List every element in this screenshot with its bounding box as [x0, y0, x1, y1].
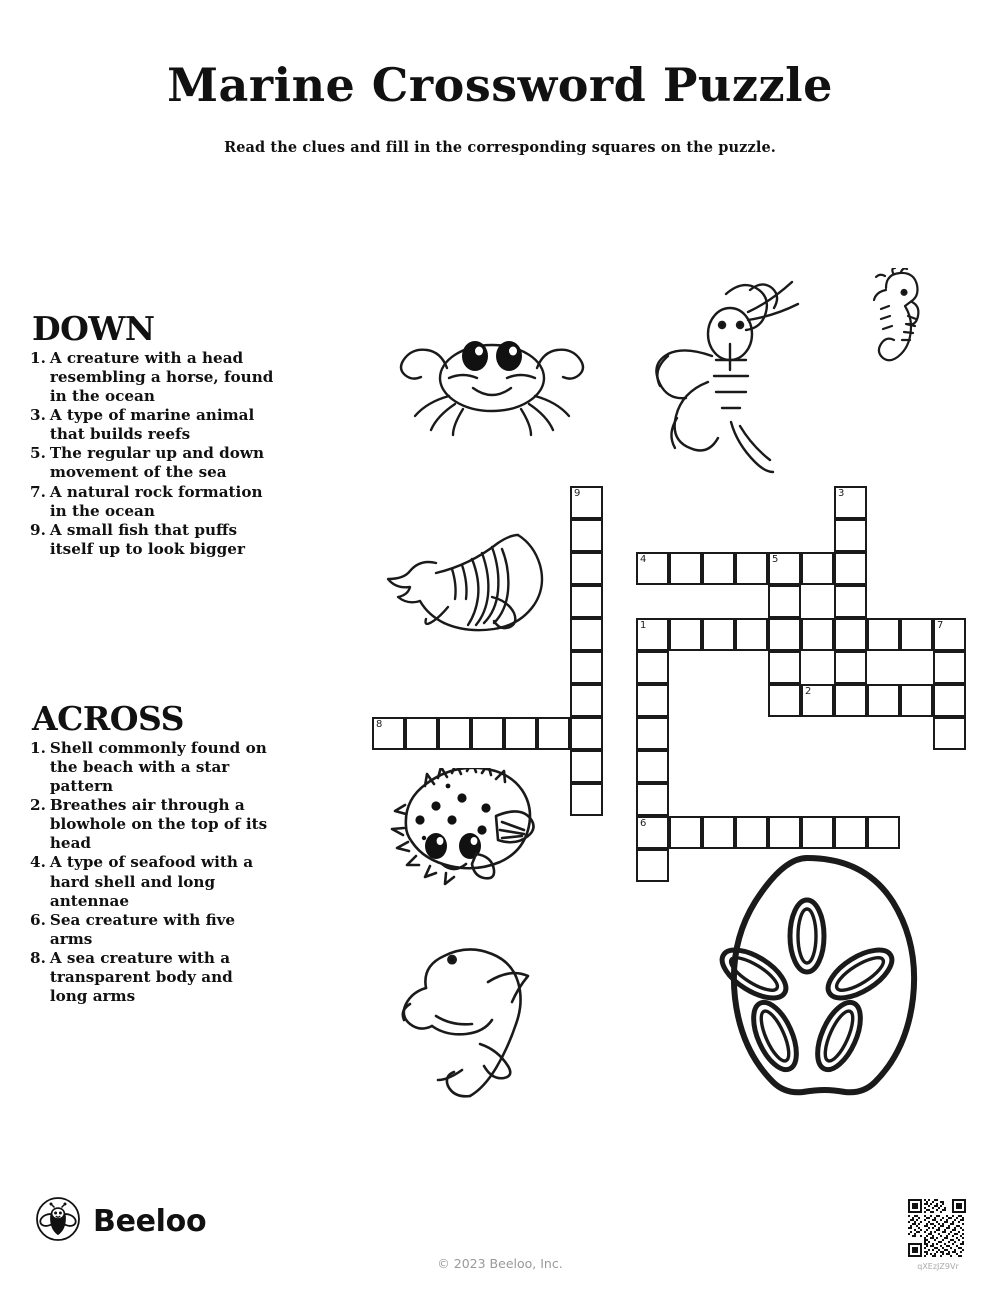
- crossword-cell[interactable]: [570, 750, 603, 783]
- crossword-cell[interactable]: [867, 684, 900, 717]
- crossword-cell[interactable]: [768, 816, 801, 849]
- down-clue-9: [30, 521, 275, 559]
- crossword-cell[interactable]: [636, 651, 669, 684]
- crossword-cell[interactable]: [834, 552, 867, 585]
- clue-text: Shell commonly found on the beach with a star pattern: [49, 739, 267, 796]
- cell-number: 9: [574, 488, 581, 499]
- cell-number: 7: [937, 620, 944, 631]
- cell-number: 5: [772, 554, 779, 565]
- crossword-cell[interactable]: [702, 816, 735, 849]
- clue-number: 8.: [30, 948, 46, 967]
- crossword-cell[interactable]: [570, 717, 603, 750]
- cell-number: 2: [805, 686, 812, 697]
- seahorse-illustration: [868, 268, 930, 366]
- crossword-cell[interactable]: [570, 783, 603, 816]
- bee-icon: [35, 1196, 81, 1246]
- crossword-cell[interactable]: [933, 684, 966, 717]
- crossword-cell[interactable]: [801, 816, 834, 849]
- crossword-cell[interactable]: [537, 717, 570, 750]
- clue-number: 3.: [30, 406, 46, 425]
- crossword-cell[interactable]: [570, 651, 603, 684]
- crossword-cell[interactable]: [933, 651, 966, 684]
- clue-number: 9.: [30, 520, 46, 539]
- clue-text: A creature with a head resembling a horse, found in the ocean: [49, 349, 274, 406]
- crossword-cell[interactable]: [801, 618, 834, 651]
- crossword-cell[interactable]: [438, 717, 471, 750]
- clue-number: 2.: [30, 796, 46, 815]
- crossword-cell[interactable]: [471, 717, 504, 750]
- crossword-cell[interactable]: [834, 684, 867, 717]
- clue-text: A sea creature with a transparent body and long arms: [49, 948, 233, 1006]
- clue-number: 6.: [30, 910, 46, 929]
- pufferfish-illustration: [378, 768, 560, 886]
- crossword-cell[interactable]: [735, 816, 768, 849]
- sanddollar-illustration: [692, 850, 922, 1100]
- crossword-cell[interactable]: [702, 618, 735, 651]
- crossword-cell[interactable]: [834, 519, 867, 552]
- beeloo-logo: [35, 1196, 206, 1246]
- across-clue-4: [30, 853, 275, 910]
- crossword-cell-start-4[interactable]: [636, 552, 669, 585]
- crossword-cell[interactable]: [801, 552, 834, 585]
- across-clue-list: [30, 739, 275, 1006]
- crossword-cell[interactable]: [405, 717, 438, 750]
- crossword-cell[interactable]: [768, 618, 801, 651]
- clue-number: 1.: [30, 739, 46, 757]
- cell-number: 4: [640, 554, 647, 565]
- lobster-illustration: [630, 272, 810, 477]
- crossword-cell[interactable]: [933, 717, 966, 750]
- crossword-cell-start-6[interactable]: [636, 816, 669, 849]
- crossword-cell[interactable]: [834, 585, 867, 618]
- clue-text: Breathes air through a blowhole on the top of its head: [49, 796, 268, 853]
- whale-illustration: [382, 527, 557, 632]
- dolphin-illustration: [392, 930, 552, 1105]
- clue-text: The regular up and down movement of the sea: [49, 444, 264, 482]
- down-clue-list: [30, 349, 275, 559]
- clue-text: Sea creature with five arms: [49, 910, 236, 948]
- clue-text: A type of seafood with a hard shell and long antennae: [49, 853, 254, 910]
- crossword-cell[interactable]: [735, 618, 768, 651]
- crossword-cell[interactable]: [834, 651, 867, 684]
- down-clue-3: [30, 406, 275, 444]
- cell-number: 8: [376, 719, 383, 730]
- clue-text: A small fish that puffs itself up to look bigger: [49, 520, 245, 558]
- across-clue-8: [30, 949, 275, 1006]
- crossword-cell[interactable]: [636, 783, 669, 816]
- down-heading: DOWN: [32, 309, 155, 348]
- crossword-cell[interactable]: [900, 618, 933, 651]
- crossword-cell[interactable]: [570, 519, 603, 552]
- crossword-cell[interactable]: [570, 684, 603, 717]
- crossword-cell[interactable]: [669, 816, 702, 849]
- crossword-cell-start-5[interactable]: [768, 552, 801, 585]
- clue-number: 1.: [30, 349, 46, 367]
- crossword-cell[interactable]: [867, 816, 900, 849]
- crossword-cell[interactable]: [768, 585, 801, 618]
- crossword-cell[interactable]: [504, 717, 537, 750]
- crossword-cell-start-9[interactable]: [570, 486, 603, 519]
- crossword-cell-start-2[interactable]: [801, 684, 834, 717]
- down-clue-1: [30, 349, 275, 406]
- crossword-cell[interactable]: [900, 684, 933, 717]
- crossword-cell[interactable]: [768, 651, 801, 684]
- crossword-cell[interactable]: [669, 618, 702, 651]
- across-heading: ACROSS: [32, 699, 184, 738]
- across-clue-1: [30, 739, 275, 796]
- copyright-text: © 2023 Beeloo, Inc.: [437, 1256, 563, 1271]
- qr-caption: qXEzJZ9Vr: [917, 1262, 959, 1271]
- cell-number: 3: [838, 488, 845, 499]
- crossword-cell[interactable]: [669, 552, 702, 585]
- qr-code: [908, 1199, 966, 1257]
- crossword-cell[interactable]: [834, 618, 867, 651]
- crossword-cell[interactable]: [768, 684, 801, 717]
- crossword-cell[interactable]: [636, 750, 669, 783]
- page-subtitle: Read the clues and fill in the corresponding squares on the puzzle.: [224, 139, 776, 156]
- crossword-cell[interactable]: [867, 618, 900, 651]
- across-clue-6: [30, 911, 275, 949]
- across-clue-2: [30, 796, 275, 853]
- cell-number: 6: [640, 818, 647, 829]
- down-clues-section: [30, 309, 275, 559]
- clue-number: 4.: [30, 853, 46, 872]
- down-clue-5: [30, 444, 275, 482]
- across-clues-section: [30, 699, 275, 1006]
- crab-illustration: [385, 310, 600, 440]
- crossword-cell[interactable]: [735, 552, 768, 585]
- crossword-cell[interactable]: [834, 816, 867, 849]
- crossword-cell[interactable]: [570, 552, 603, 585]
- clue-text: A type of marine animal that builds reefs: [49, 406, 255, 444]
- crossword-cell-start-8[interactable]: [372, 717, 405, 750]
- crossword-cell[interactable]: [570, 618, 603, 651]
- crossword-cell-start-3[interactable]: [834, 486, 867, 519]
- clue-text: A natural rock formation in the ocean: [49, 482, 263, 520]
- cell-number: 1: [640, 620, 647, 631]
- crossword-cell[interactable]: [636, 849, 669, 882]
- crossword-cell[interactable]: [702, 552, 735, 585]
- brand-name: Beeloo: [93, 1203, 207, 1239]
- crossword-cell[interactable]: [636, 684, 669, 717]
- down-clue-7: [30, 483, 275, 521]
- clue-number: 5.: [30, 444, 46, 463]
- clue-number: 7.: [30, 482, 46, 501]
- page-title: Marine Crossword Puzzle: [167, 58, 833, 112]
- crossword-cell-start-7[interactable]: [933, 618, 966, 651]
- crossword-cell[interactable]: [570, 585, 603, 618]
- crossword-cell-start-1[interactable]: [636, 618, 669, 651]
- crossword-cell[interactable]: [636, 717, 669, 750]
